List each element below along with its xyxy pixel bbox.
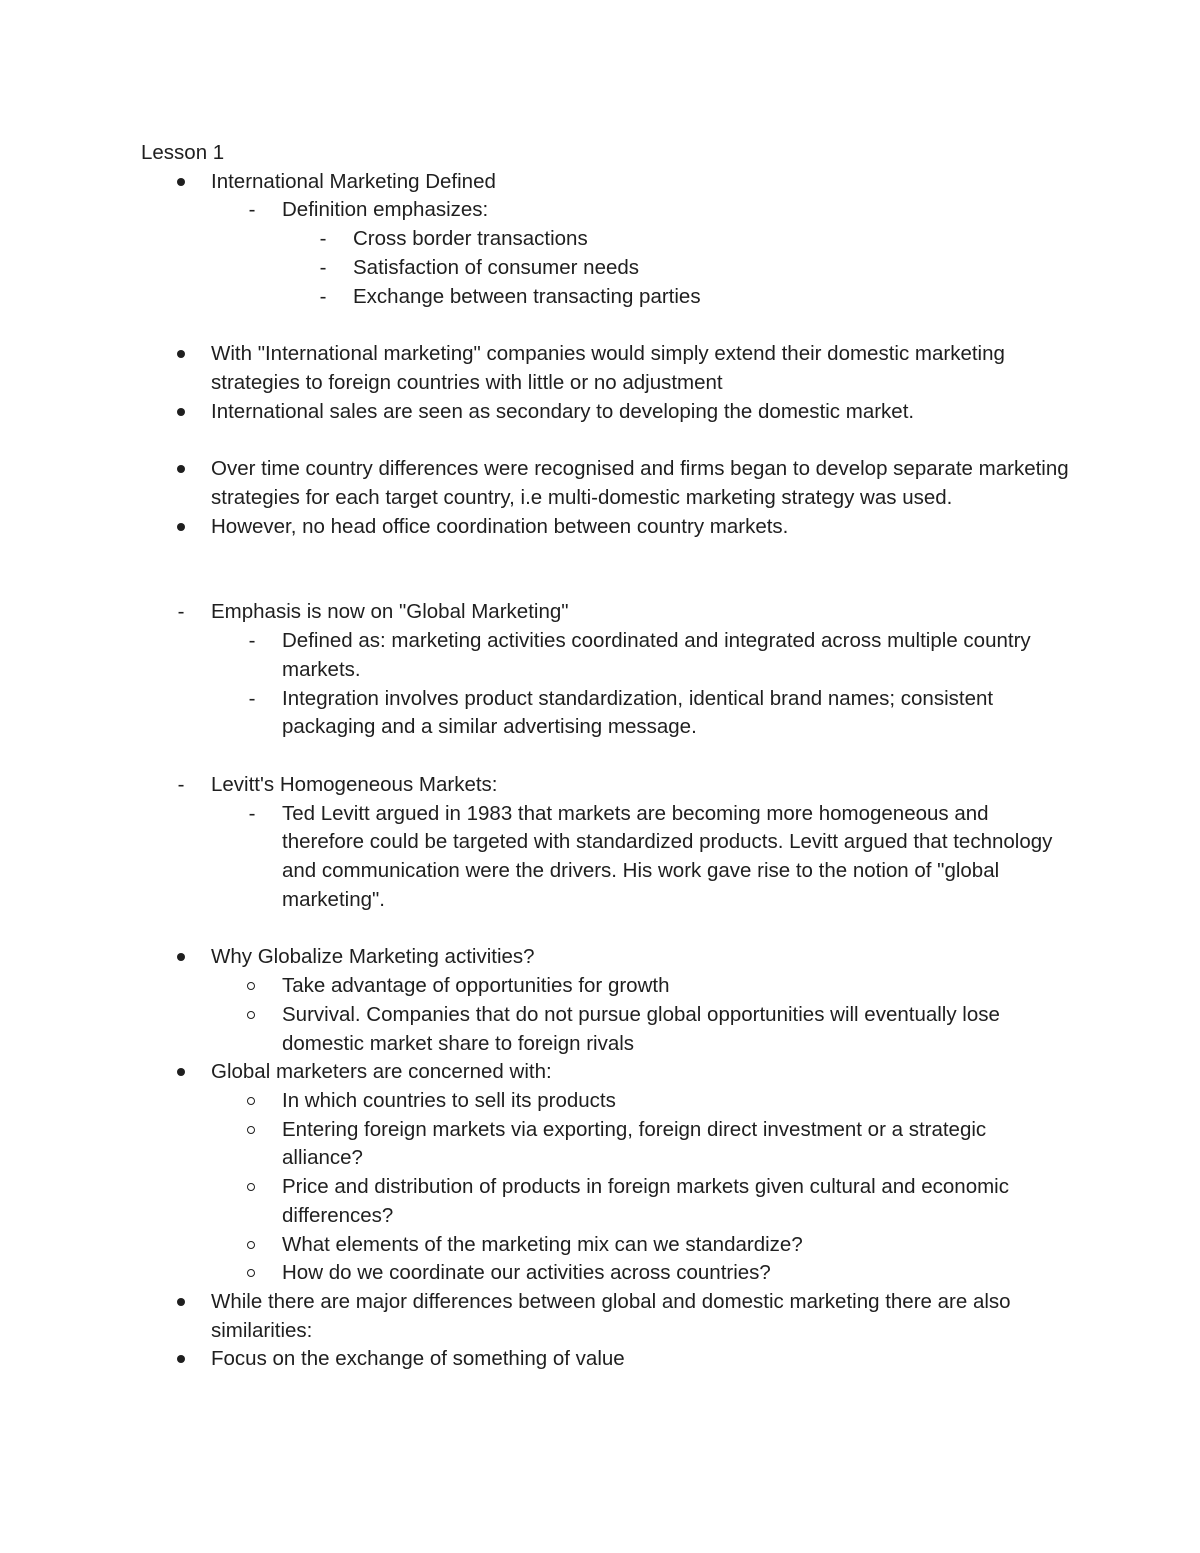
dash-marker: -	[248, 686, 256, 710]
spacer	[141, 541, 1071, 598]
list-item	[141, 513, 1071, 542]
list-item	[141, 254, 1071, 283]
list-item	[141, 1345, 1071, 1374]
list-item	[141, 943, 1071, 972]
list-item-text: What elements of the marketing mix can we standardize?	[282, 1232, 803, 1256]
list-item-text: In which countries to sell its products	[282, 1088, 616, 1112]
list-item-text: Definition emphasizes:	[282, 198, 489, 222]
spacer	[141, 426, 1071, 455]
list-item	[141, 1087, 1071, 1116]
dash-marker: -	[177, 772, 185, 796]
list-item-text: Emphasis is now on "Global Marketing"	[211, 600, 569, 624]
list-item-text: However, no head office coordination between country markets.	[211, 514, 789, 538]
list-item-text: Defined as: marketing activities coordinated and integrated across multiple country markets.	[282, 629, 1031, 681]
list-item-text: How do we coordinate our activities across countries?	[282, 1261, 771, 1285]
list-item	[141, 685, 1071, 742]
list-item-text: Price and distribution of products in foreign markets given cultural and economic differences?	[282, 1175, 1009, 1227]
dash-marker: -	[248, 198, 256, 222]
list-item-text: Take advantage of opportunities for growth	[282, 974, 670, 998]
list-item-text: International sales are seen as secondary to developing the domestic market.	[211, 399, 915, 423]
list-item	[141, 1288, 1071, 1345]
list-item	[141, 1116, 1071, 1173]
list-item-text: Survival. Companies that do not pursue global opportunities will eventually lose domestic market share to foreign rivals	[282, 1002, 1000, 1055]
list-item-text: With "International marketing" companies would simply extend their domestic marketing strategies to foreign countries with little or no adjustment	[211, 342, 1005, 394]
list-item-text: Satisfaction of consumer needs	[353, 255, 640, 279]
list-item	[141, 771, 1071, 800]
list-item	[141, 340, 1071, 397]
list-item	[141, 196, 1071, 225]
list-item-text: Exchange between transacting parties	[353, 284, 701, 308]
list-item	[141, 1259, 1071, 1288]
list-item-text: Over time country differences were recognised and firms began to develop separate marketing strategies for each target country, i.e multi-domestic marketing strategy was used.	[211, 457, 1069, 510]
spacer	[141, 311, 1071, 340]
dash-marker: -	[319, 227, 327, 251]
dash-marker: -	[177, 600, 185, 624]
list-item	[141, 598, 1071, 627]
dash-marker: -	[248, 629, 256, 653]
dash-marker: -	[319, 255, 327, 279]
list-item	[141, 283, 1071, 312]
list-item	[141, 225, 1071, 254]
list-item-text: Ted Levitt argued in 1983 that markets are becoming more homogeneous and therefore could be targeted with standardized products. Levitt argued that technology and communication were the drivers. His work gave rise to the notion of "global marketing".	[282, 801, 1053, 911]
list-item-text: Why Globalize Marketing activities?	[211, 945, 535, 969]
list-item	[141, 455, 1071, 512]
dash-marker: -	[319, 284, 327, 308]
spacer	[141, 742, 1071, 771]
list-item-text: While there are major differences between global and domestic marketing there are also similarities:	[211, 1289, 1011, 1342]
list-item-text: Global marketers are concerned with:	[211, 1060, 552, 1084]
list-item-text: Entering foreign markets via exporting, foreign direct investment or a strategic alliance?	[282, 1117, 987, 1170]
list-item	[141, 1001, 1071, 1058]
dash-marker: -	[248, 801, 256, 825]
list-item	[141, 168, 1071, 197]
list-item-text: Cross border transactions	[353, 227, 588, 251]
spacer	[141, 914, 1071, 943]
list-item-text: Focus on the exchange of something of value	[211, 1347, 625, 1371]
list-item-text: Levitt's Homogeneous Markets:	[211, 772, 498, 796]
document-body	[141, 139, 1071, 1374]
list-item	[141, 1173, 1071, 1230]
list-item-text: Integration involves product standardization, identical brand names; consistent packaging and a similar advertising message.	[282, 686, 994, 739]
list-item	[141, 800, 1071, 915]
list-item	[141, 398, 1071, 427]
list-item	[141, 972, 1071, 1001]
page-title: Lesson 1	[141, 141, 225, 164]
list-item	[141, 627, 1071, 684]
list-item	[141, 1058, 1071, 1087]
list-item	[141, 1231, 1071, 1260]
list-item-text: International Marketing Defined	[211, 169, 496, 193]
